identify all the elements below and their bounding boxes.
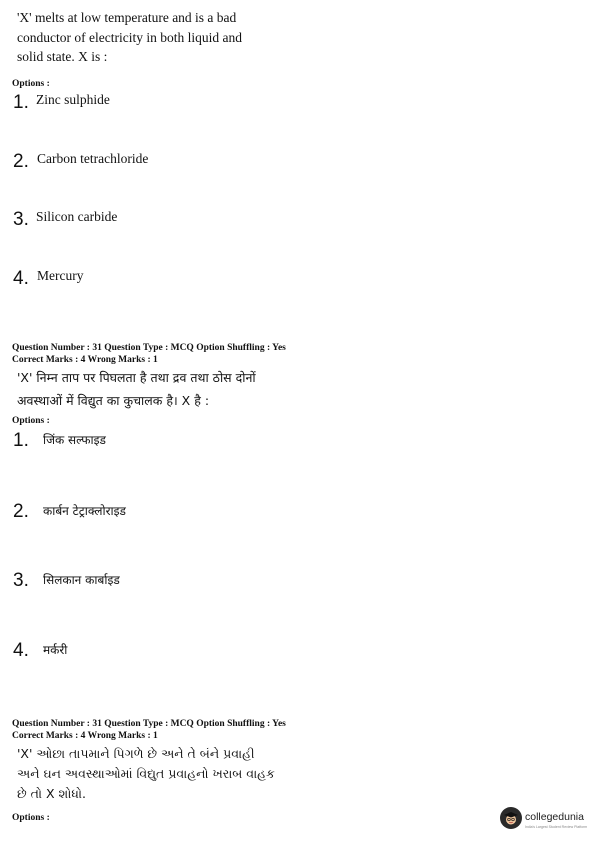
- option-number: 2.: [13, 151, 29, 172]
- question-header: Question Number : 31 Question Type : MCQ Option Shuffling : Yes: [12, 343, 286, 353]
- question-line: अवस्थाओं में विद्युत का कुचालक है। X है :: [17, 393, 210, 408]
- question-line: 'X' निम्न ताप पर पिघलता है तथा द्रव तथा ठोस दोनों: [17, 370, 256, 385]
- question-line: અને ઘન અવસ્થાઓમાં વિદ્યુત પ્રવાહનો ખરાબ વાહક: [17, 766, 275, 781]
- question-line: solid state. X is :: [17, 49, 108, 64]
- option-text: Mercury: [37, 268, 84, 283]
- question-line: 'X' melts at low temperature and is a bad: [17, 10, 237, 25]
- option-number: 4.: [13, 268, 29, 289]
- option-text: सिलकान कार्बाइड: [43, 573, 120, 587]
- options-label: Options :: [12, 416, 50, 426]
- logo-name: collegedunia: [525, 811, 584, 823]
- option-text: Silicon carbide: [36, 209, 118, 224]
- options-label: Options :: [12, 813, 50, 823]
- question-header: Question Number : 31 Question Type : MCQ Option Shuffling : Yes: [12, 719, 286, 729]
- question-line: છે તો X શોધો.: [17, 786, 86, 801]
- option-number: 3.: [13, 209, 29, 230]
- option-text: जिंक सल्फाइड: [43, 433, 106, 447]
- option-text: Zinc sulphide: [36, 92, 110, 107]
- option-number: 1.: [13, 92, 29, 113]
- option-text: Carbon tetrachloride: [37, 151, 149, 166]
- option-text: कार्बन टेट्राक्लोराइड: [43, 504, 126, 518]
- question-2-text: [17, 368, 256, 411]
- option-number: 2.: [13, 501, 29, 522]
- question-line: conductor of electricity in both liquid and: [17, 29, 242, 45]
- logo-tagline: India's Largest Student Review Platform: [525, 825, 588, 829]
- question-1-text: [17, 8, 242, 67]
- option-number: 1.: [13, 430, 29, 451]
- question-3-text: [17, 744, 275, 804]
- options-label: Options :: [12, 79, 50, 89]
- collegedunia-logo: [500, 807, 587, 829]
- option-text: मर्करी: [43, 643, 68, 657]
- question-line: 'X' ઓછા તાપમાને પિગળે છે અને તે બંને પ્રવાહી: [17, 746, 255, 761]
- graduate-face-icon: [500, 807, 522, 829]
- marks-header: Correct Marks : 4 Wrong Marks : 1: [12, 731, 158, 741]
- option-number: 3.: [13, 570, 29, 591]
- option-number: 4.: [13, 640, 29, 661]
- marks-header: Correct Marks : 4 Wrong Marks : 1: [12, 355, 158, 365]
